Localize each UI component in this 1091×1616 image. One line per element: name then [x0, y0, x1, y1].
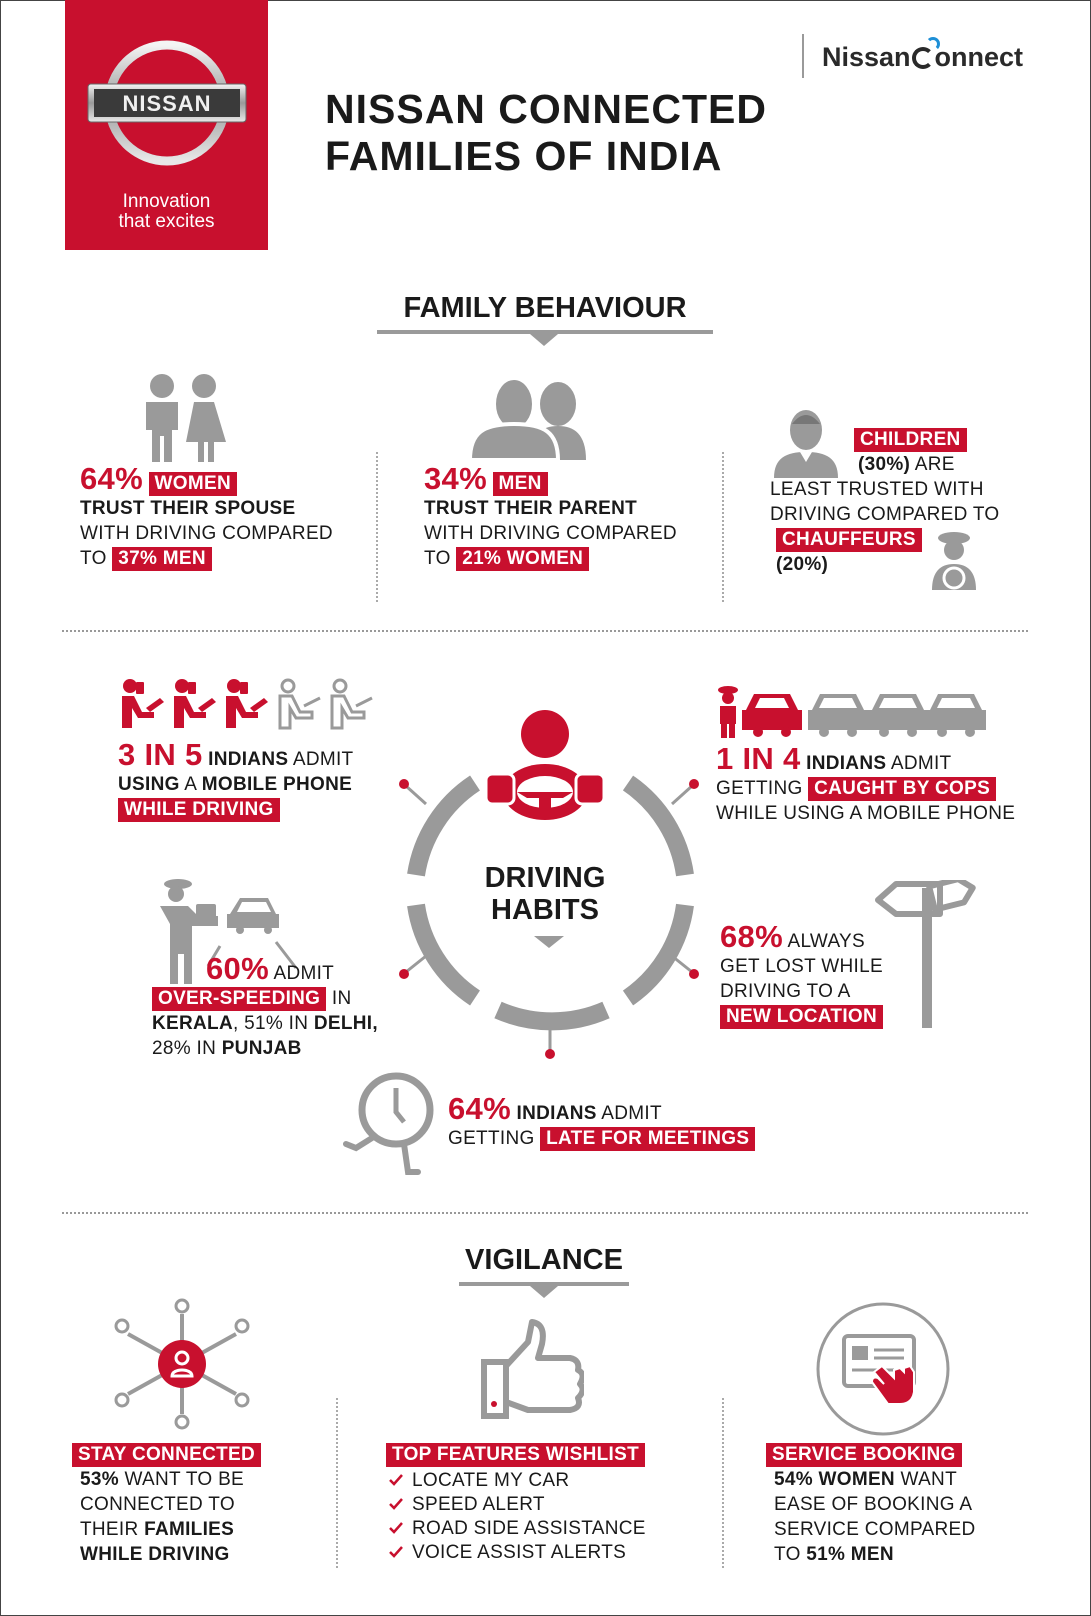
tag-caught-by-cops: CAUGHT BY COPS: [808, 777, 996, 801]
connected-line4: WHILE DRIVING: [80, 1544, 230, 1565]
service-want: WANT: [900, 1469, 957, 1490]
check-icon: [388, 1545, 404, 1559]
service-line2: EASE OF BOOKING A: [774, 1494, 973, 1515]
late-getting: GETTING: [448, 1128, 535, 1149]
brand-divider: [802, 34, 804, 78]
stat-68-pct: 68%: [720, 919, 783, 954]
lost-line2: DRIVING TO A: [720, 981, 851, 1002]
card-children-trust: [770, 427, 1030, 577]
late-admit: ADMIT: [601, 1103, 662, 1124]
nissan-logo-icon: [86, 38, 248, 168]
service-line3: SERVICE COMPARED: [774, 1519, 976, 1540]
list-item: [386, 1493, 706, 1517]
connected-53-pct: 53%: [80, 1469, 119, 1490]
stat-chauffeurs-20: (20%): [776, 554, 829, 575]
speed-in: IN: [331, 988, 352, 1009]
connected-line1: WANT TO BE: [124, 1469, 245, 1490]
connect-c-icon: [912, 47, 934, 69]
page-title: [325, 86, 767, 180]
phone-a: A: [184, 774, 197, 795]
tag-stay-connected: STAY CONNECTED: [72, 1443, 261, 1467]
divider-1: [376, 452, 378, 602]
wishlist-item-label: VOICE ASSIST ALERTS: [412, 1542, 627, 1563]
vigilance-heading: VIGILANCE: [465, 1244, 623, 1276]
check-icon: [388, 1473, 404, 1487]
stat-34-pct: 34%: [424, 461, 487, 496]
card1-line1: TRUST THEIR SPOUSE: [80, 498, 296, 519]
nissanconnect-part1: Nissan: [822, 42, 911, 72]
stay-connected-card: [72, 1442, 332, 1567]
late-indians: INDIANS: [516, 1103, 597, 1124]
stat-64-pct: 64%: [80, 461, 143, 496]
tag-21-women: 21% WOMEN: [456, 547, 589, 571]
caught-by-cops-stat: [716, 741, 1036, 826]
thumbs-up-icon: [480, 1318, 584, 1422]
driving-habits-line2: HABITS: [491, 894, 599, 926]
tag-men: MEN: [493, 472, 548, 496]
family-behaviour-notch: [530, 334, 558, 346]
family-behaviour-heading: FAMILY BEHAVIOUR: [403, 292, 687, 324]
running-clock-icon: [342, 1068, 438, 1176]
parent-child-icon: [468, 374, 596, 460]
nissan-logo-text: NISSAN: [122, 91, 212, 116]
nissanconnect-logo: [822, 42, 1023, 73]
card-men-trust-parent: [424, 461, 704, 571]
speed-pre: 28% IN: [152, 1038, 217, 1059]
card2-to: TO: [424, 548, 451, 569]
cop-and-cars-icons: [716, 684, 988, 738]
lost-line1: GET LOST WHILE: [720, 956, 883, 977]
cops-getting: GETTING: [716, 778, 803, 799]
speed-kerala: KERALA: [152, 1013, 233, 1034]
connected-line2: CONNECTED TO: [80, 1494, 235, 1515]
wishlist-item-label: SPEED ALERT: [412, 1494, 545, 1515]
tag-top-features-wishlist: TOP FEATURES WISHLIST: [386, 1443, 645, 1467]
tag-women: WOMEN: [149, 472, 237, 496]
phone-while-driving-stat: [118, 737, 398, 822]
couple-icon: [138, 372, 230, 464]
title-line2: FAMILIES OF INDIA: [325, 133, 723, 179]
wishlist-item-label: LOCATE MY CAR: [412, 1470, 570, 1491]
service-54-women: 54% WOMEN: [774, 1469, 895, 1490]
card2-line1: TRUST THEIR PARENT: [424, 498, 637, 519]
list-item: [386, 1469, 706, 1493]
list-item: [386, 1517, 706, 1541]
card3-line2: DRIVING COMPARED TO: [770, 504, 1000, 525]
speed-delhi: DELHI,: [313, 1013, 378, 1034]
check-icon: [388, 1521, 404, 1535]
tag-chauffeurs: CHAUFFEURS: [776, 528, 922, 552]
logo-tagline-line2: that excites: [118, 211, 215, 232]
nissanconnect-part2: onnect: [934, 42, 1024, 72]
late-for-meetings-stat: [448, 1091, 808, 1151]
divider-3: [336, 1398, 338, 1568]
stat-60-pct: 60%: [206, 951, 269, 986]
tag-over-speeding: OVER-SPEEDING: [152, 987, 326, 1011]
over-speeding-stat: [152, 951, 432, 1061]
tag-37-men: 37% MEN: [112, 547, 212, 571]
card-women-trust-spouse: [80, 461, 360, 571]
card3-line1: LEAST TRUSTED WITH: [770, 479, 984, 500]
stat-children-30: (30%): [858, 454, 911, 475]
tag-service-booking: SERVICE BOOKING: [766, 1443, 962, 1467]
list-item: [386, 1541, 706, 1565]
cops-line: WHILE USING A MOBILE PHONE: [716, 803, 1016, 824]
wishlist-item-label: ROAD SIDE ASSISTANCE: [412, 1518, 646, 1539]
service-to: TO: [774, 1544, 801, 1565]
service-booking-card: [766, 1442, 1036, 1567]
driving-habits-heading: [440, 862, 650, 926]
check-icon: [388, 1497, 404, 1511]
speed-punjab: PUNJAB: [221, 1038, 302, 1059]
drivers-with-phone-icons: [118, 678, 380, 736]
driving-habits-line1: DRIVING: [484, 862, 606, 894]
phone-using: USING: [118, 774, 180, 795]
card1-to: TO: [80, 548, 107, 569]
connected-families: FAMILIES: [144, 1519, 235, 1540]
connected-their: THEIR: [80, 1519, 139, 1540]
speed-mid: , 51% IN: [232, 1013, 309, 1034]
logo-tagline-line1: Innovation: [122, 191, 211, 212]
service-booking-icon: [814, 1300, 952, 1438]
stat-1-in-4: 1 IN 4: [716, 741, 801, 776]
network-people-icon: [112, 1298, 252, 1430]
vigilance-notch: [530, 1286, 558, 1298]
get-lost-stat: [720, 919, 920, 1029]
tag-children: CHILDREN: [854, 428, 967, 452]
card2-line2: WITH DRIVING COMPARED: [424, 523, 677, 544]
phone-mobile: MOBILE PHONE: [201, 774, 353, 795]
title-line1: NISSAN CONNECTED: [325, 86, 767, 132]
wishlist-list: [386, 1469, 706, 1565]
tag-new-location: NEW LOCATION: [720, 1005, 883, 1029]
section-divider-2: [62, 1212, 1028, 1214]
steering-wheel-driver-icon: [482, 708, 608, 828]
stat-3-in-5: 3 IN 5: [118, 737, 203, 772]
nissan-logo-block: [65, 0, 268, 250]
cops-admit: ADMIT: [890, 753, 952, 774]
wishlist-card: [386, 1442, 706, 1565]
divider-4: [722, 1398, 724, 1568]
lost-always: ALWAYS: [787, 931, 865, 952]
tag-late-for-meetings: LATE FOR MEETINGS: [540, 1127, 755, 1151]
section-divider-1: [62, 630, 1028, 632]
card1-line2: WITH DRIVING COMPARED: [80, 523, 333, 544]
stat-64-pct-late: 64%: [448, 1091, 511, 1126]
phone-indians: INDIANS: [208, 749, 289, 770]
cops-indians: INDIANS: [806, 753, 887, 774]
divider-2: [722, 452, 724, 602]
tag-while-driving: WHILE DRIVING: [118, 798, 280, 822]
card3-are: ARE: [914, 454, 955, 475]
service-51-men: 51% MEN: [806, 1544, 894, 1565]
phone-admit: ADMIT: [292, 749, 354, 770]
speed-admit: ADMIT: [273, 963, 335, 984]
